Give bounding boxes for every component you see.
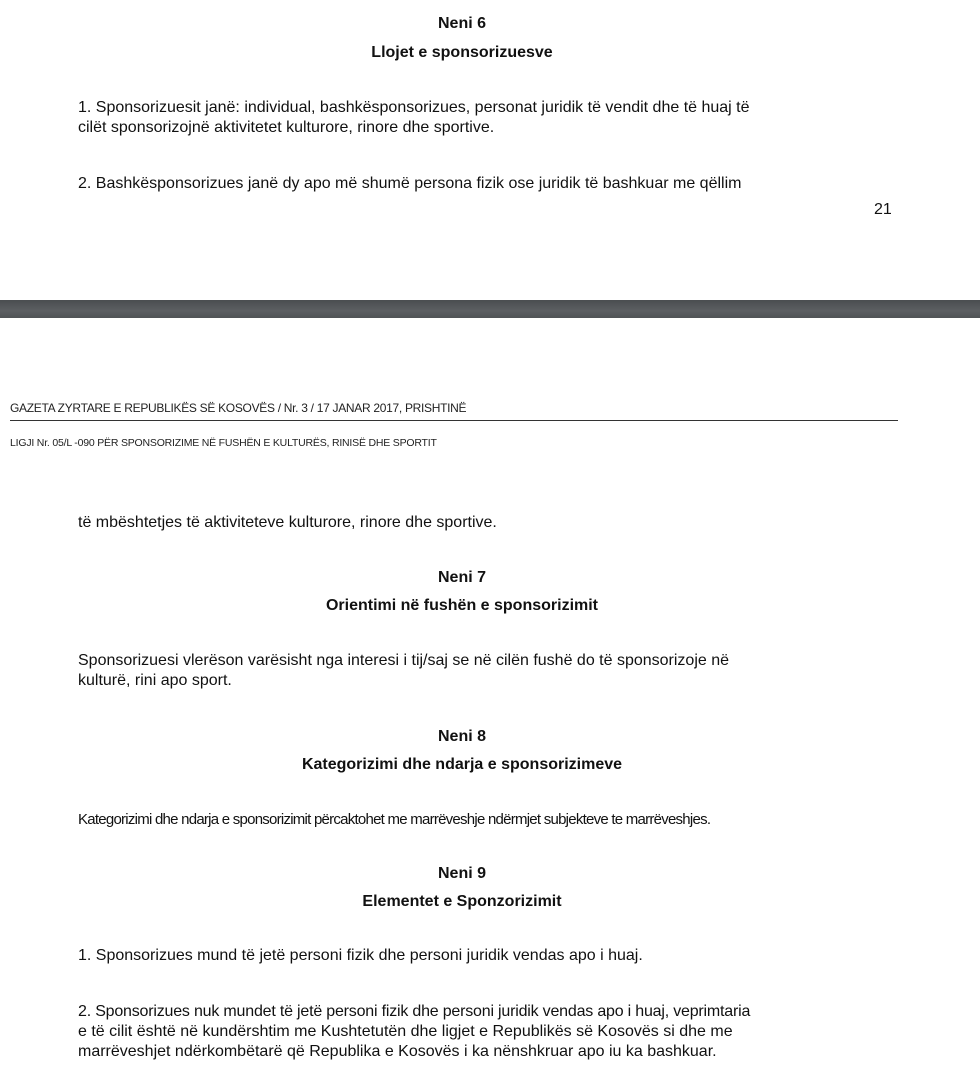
- article-7-paragraph-line-1: Sponsorizuesi vlerëson varësisht nga interesi i tij/saj se në cilën fushë do të sponsorizoje në: [78, 652, 730, 669]
- continuation-text: të mbështetjes të aktiviteteve kulturore, rinore dhe sportive.: [78, 514, 497, 531]
- article-7-number: Neni 7: [437, 569, 486, 586]
- article-7-title: Orientimi në fushën e sponsorizimit: [325, 597, 599, 614]
- article-9-paragraph-2-line-1: 2. Sponsorizues nuk mundet të jetë personi fizik dhe personi juridik vendas apo i huaj, veprimtaria: [78, 1003, 751, 1020]
- article-8-number: Neni 8: [437, 728, 486, 745]
- article-9-paragraph-2-line-2: e të cilit është në kundërshtim me Kushtetutën dhe ligjet e Republikës së Kosovës si dhe me: [78, 1023, 733, 1040]
- law-header: LIGJI Nr. 05/L -090 PËR SPONSORIZIME NË FUSHËN E KULTURËS, RINISË DHE SPORTIT: [10, 437, 437, 449]
- article-6-number: Neni 6: [437, 15, 486, 32]
- article-9-paragraph-2-line-3: marrëveshjet ndërkombëtarë që Republika e Kosovës i ka nënshkruar apo iu ka bashkuar.: [78, 1043, 717, 1060]
- page-22: [0, 318, 980, 1088]
- page-separator: [0, 300, 980, 318]
- article-8-title: Kategorizimi dhe ndarja e sponsorizimeve: [301, 756, 623, 773]
- article-8-paragraph: Kategorizimi dhe ndarja e sponsorizimit përcaktohet me marrëveshje ndërmjet subjekteve te marrëveshjes.: [78, 811, 711, 828]
- article-6-paragraph-1-line-1: 1. Sponsorizuesit janë: individual, bashkësponsorizues, personat juridik të vendit dhe të huaj të: [78, 99, 750, 116]
- page-21: [0, 0, 980, 300]
- gazette-header: GAZETA ZYRTARE E REPUBLIKËS SË KOSOVËS / Nr. 3 / 17 JANAR 2017, PRISHTINË: [10, 401, 467, 415]
- article-6-paragraph-2-line-1: 2. Bashkësponsorizues janë dy apo më shumë persona fizik ose juridik të bashkuar me qëllim: [78, 175, 742, 192]
- article-6-paragraph-1-line-2: cilët sponsorizojnë aktivitetet kulturore, rinore dhe sportive.: [78, 119, 495, 136]
- article-9-paragraph-1: 1. Sponsorizues mund të jetë personi fizik dhe personi juridik vendas apo i huaj.: [78, 947, 643, 964]
- article-7-paragraph-line-2: kulturë, rini apo sport.: [78, 672, 232, 689]
- article-6-title: Llojet e sponsorizuesve: [371, 44, 553, 61]
- page-number: 21: [874, 201, 892, 218]
- header-rule: [10, 420, 898, 421]
- article-9-number: Neni 9: [437, 865, 486, 882]
- article-9-title: Elementet e Sponzorizimit: [362, 893, 562, 910]
